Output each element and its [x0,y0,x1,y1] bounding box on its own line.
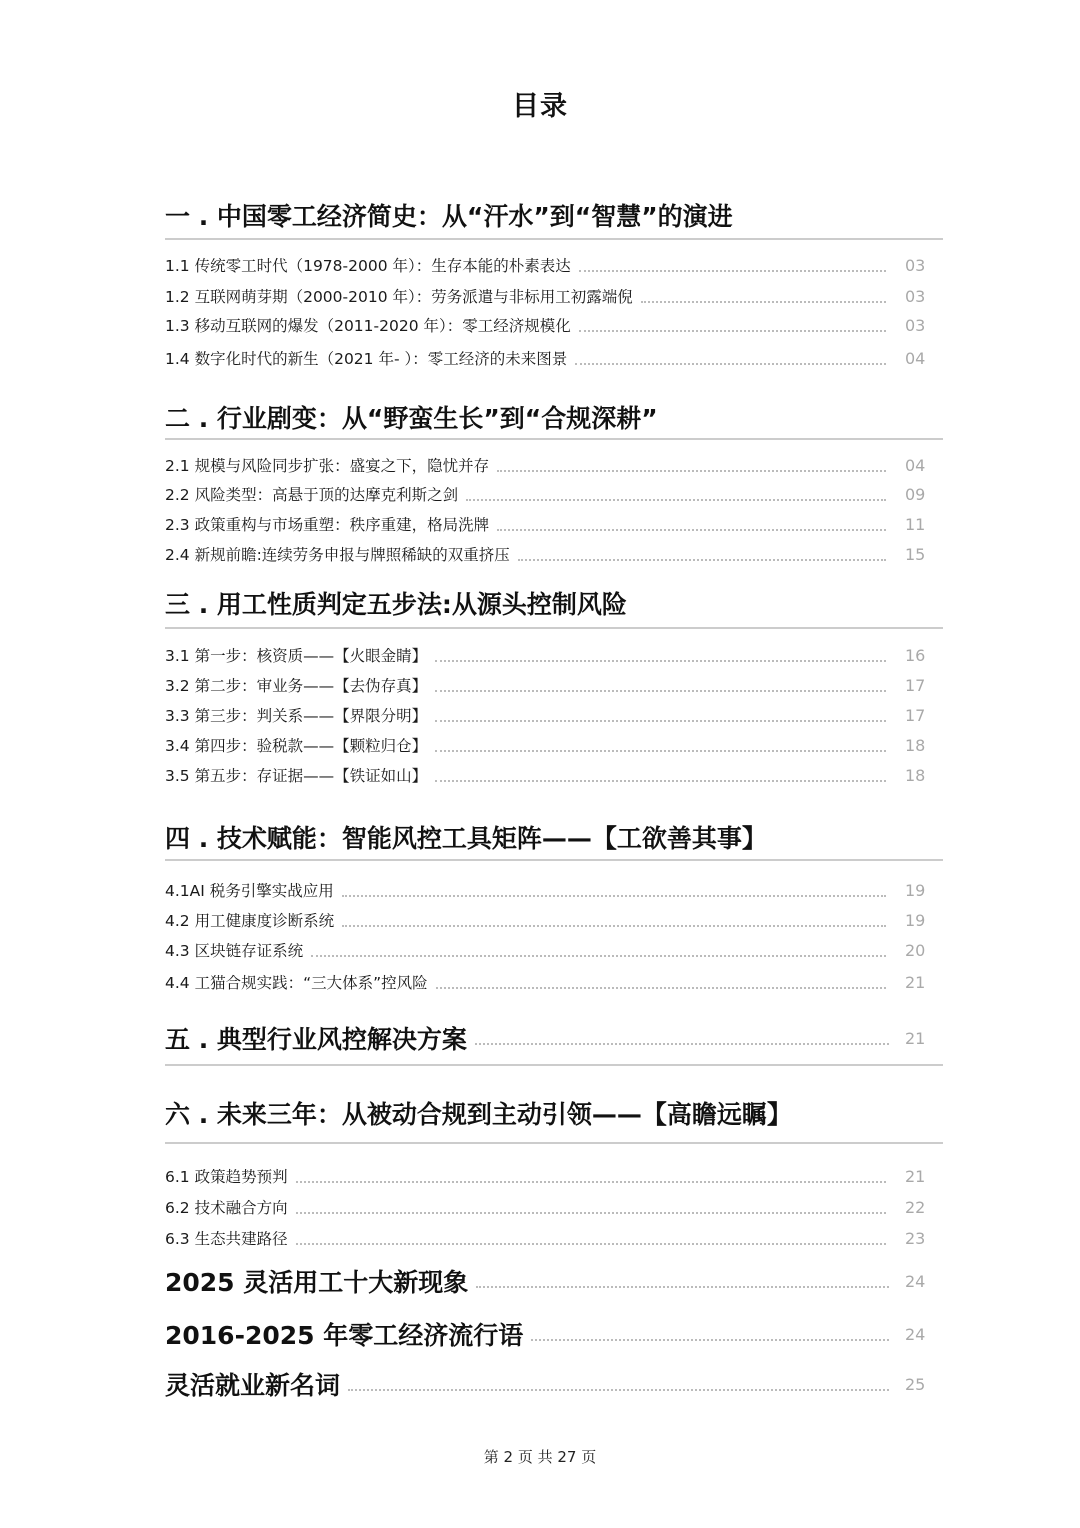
dot-leader [348,1389,889,1391]
section-3-divider [165,627,943,629]
toc-entry-page: 09 [905,484,926,504]
toc-entry-page: 04 [905,455,926,475]
toc-entry-label: 6.1 政策趋势预判 [165,1168,288,1186]
section-5-heading[interactable] [165,1018,926,1058]
toc-entry-page: 03 [905,315,926,335]
section-4-title: 四 . 技术赋能：智能风控工具矩阵——【工欲善其事】 [165,824,767,853]
toc-entry-page: 21 [905,972,926,992]
section-3-heading[interactable] [165,583,893,623]
dot-leader [296,1181,886,1183]
toc-entry-3-3[interactable] [165,703,926,727]
extra-heading-page: 24 [905,1324,926,1344]
dot-leader [342,925,886,927]
section-6-title: 六 . 未来三年：从被动合规到主动引领——【高瞻远瞩】 [165,1100,792,1129]
toc-entry-page: 04 [905,348,926,368]
toc-entry-1-4[interactable] [165,346,926,370]
toc-entry-label: 6.2 技术融合方向 [165,1199,288,1217]
extra-heading-3[interactable] [165,1364,926,1404]
toc-entry-4-3[interactable] [165,938,926,962]
toc-entry-page: 21 [905,1166,926,1186]
toc-entry-page: 17 [905,705,926,725]
extra-heading-page: 25 [905,1374,926,1394]
toc-entry-label: 1.3 移动互联网的爆发（2011-2020 年）：零工经济规模化 [165,317,571,335]
dot-leader [575,363,886,365]
toc-entry-label: 6.3 生态共建路径 [165,1230,288,1248]
section-4-divider [165,859,943,861]
toc-entry-3-2[interactable] [165,673,926,697]
extra-heading-2[interactable] [165,1314,926,1354]
toc-entry-2-3[interactable] [165,512,926,536]
section-5-title: 五 . 典型行业风控解决方案 [165,1025,467,1054]
toc-entry-page: 18 [905,765,926,785]
dot-leader [435,720,886,722]
section-5-page: 21 [905,1028,926,1048]
section-2-title: 二 . 行业剧变：从“野蛮生长”到“合规深耕” [165,404,658,433]
toc-entry-label: 3.2 第二步：审业务——【去伪存真】 [165,677,428,695]
toc-entry-page: 16 [905,645,926,665]
toc-entry-1-3[interactable] [165,313,926,337]
extra-heading-page: 24 [905,1271,926,1291]
toc-entry-3-4[interactable] [165,733,926,757]
dot-leader [531,1339,889,1341]
section-3-title: 三 . 用工性质判定五步法:从源头控制风险 [165,590,627,619]
toc-entry-label: 3.5 第五步：存证据——【铁证如山】 [165,767,428,785]
toc-entry-label: 1.4 数字化时代的新生（2021 年- ）：零工经济的未来图景 [165,350,568,368]
toc-entry-page: 11 [905,514,926,534]
toc-entry-3-5[interactable] [165,763,926,787]
dot-leader [436,987,886,989]
dot-leader [476,1286,889,1288]
extra-heading-title: 2025 灵活用工十大新现象 [165,1268,469,1297]
toc-entry-4-2[interactable] [165,908,926,932]
toc-entry-page: 03 [905,255,926,275]
dot-leader [475,1043,889,1045]
toc-entry-page: 19 [905,910,926,930]
toc-entry-label: 3.4 第四步：验税款——【颗粒归仓】 [165,737,428,755]
toc-entry-label: 3.3 第三步：判关系——【界限分明】 [165,707,428,725]
toc-entry-1-2[interactable] [165,284,926,308]
toc-entry-4-4[interactable] [165,970,926,994]
page-footer: 第 2 页 共 27 页 [483,1448,597,1466]
toc-entry-label: 4.1AI 税务引擎实战应用 [165,882,334,900]
dot-leader [497,529,886,531]
toc-entry-label: 4.4 工猫合规实践：“三大体系”控风险 [165,974,428,992]
toc-entry-6-2[interactable] [165,1195,926,1219]
toc-entry-label: 2.1 规模与风险同步扩张：盛宴之下，隐忧并存 [165,457,490,475]
dot-leader [641,301,886,303]
dot-leader [579,270,886,272]
toc-entry-6-1[interactable] [165,1164,926,1188]
toc-entry-1-1[interactable] [165,253,926,277]
toc-entry-2-2[interactable] [165,482,926,506]
toc-entry-label: 2.3 政策重构与市场重塑：秩序重建，格局洗牌 [165,516,490,534]
toc-entry-page: 18 [905,735,926,755]
section-6-heading[interactable] [165,1093,893,1133]
section-2-divider [165,438,943,440]
section-1-title: 一 . 中国零工经济简史：从“汗水”到“智慧”的演进 [165,202,733,231]
toc-entry-label: 4.3 区块链存证系统 [165,942,304,960]
dot-leader [466,499,886,501]
dot-leader [296,1212,886,1214]
dot-leader [435,780,886,782]
toc-entry-label: 2.2 风险类型：高悬于顶的达摩克利斯之剑 [165,486,459,504]
dot-leader [296,1243,886,1245]
toc-entry-label: 1.1 传统零工时代（1978-2000 年）：生存本能的朴素表达 [165,257,571,275]
section-6-divider [165,1142,943,1144]
extra-heading-title: 灵活就业新名词 [165,1371,341,1400]
section-5-divider [165,1064,943,1066]
toc-entry-label: 1.2 互联网萌芽期（2000-2010 年）：劳务派遣与非标用工初露端倪 [165,288,633,306]
toc-entry-page: 20 [905,940,926,960]
page-title: 目录 [512,91,568,122]
section-1-divider [165,238,943,240]
toc-entry-page: 23 [905,1228,926,1248]
dot-leader [311,955,886,957]
toc-entry-page: 15 [905,544,926,564]
dot-leader [579,330,886,332]
toc-entry-6-3[interactable] [165,1226,926,1250]
toc-entry-4-1[interactable] [165,878,926,902]
extra-heading-1[interactable] [165,1261,926,1301]
toc-entry-2-4[interactable] [165,542,926,566]
dot-leader [342,895,886,897]
section-4-heading[interactable] [165,817,893,857]
dot-leader [435,690,886,692]
dot-leader [497,470,886,472]
toc-entry-page: 03 [905,286,926,306]
toc-entry-page: 22 [905,1197,926,1217]
dot-leader [518,559,886,561]
extra-heading-title: 2016-2025 年零工经济流行语 [165,1321,524,1350]
toc-entry-2-1[interactable] [165,453,926,477]
section-2-heading[interactable] [165,397,893,437]
toc-entry-page: 19 [905,880,926,900]
toc-entry-label: 3.1 第一步：核资质——【火眼金睛】 [165,647,428,665]
toc-entry-label: 4.2 用工健康度诊断系统 [165,912,335,930]
toc-entry-label: 2.4 新规前瞻:连续劳务申报与牌照稀缺的双重挤压 [165,546,510,564]
section-1-heading[interactable] [165,195,893,235]
toc-entry-3-1[interactable] [165,643,926,667]
dot-leader [435,660,886,662]
dot-leader [435,750,886,752]
toc-entry-page: 17 [905,675,926,695]
